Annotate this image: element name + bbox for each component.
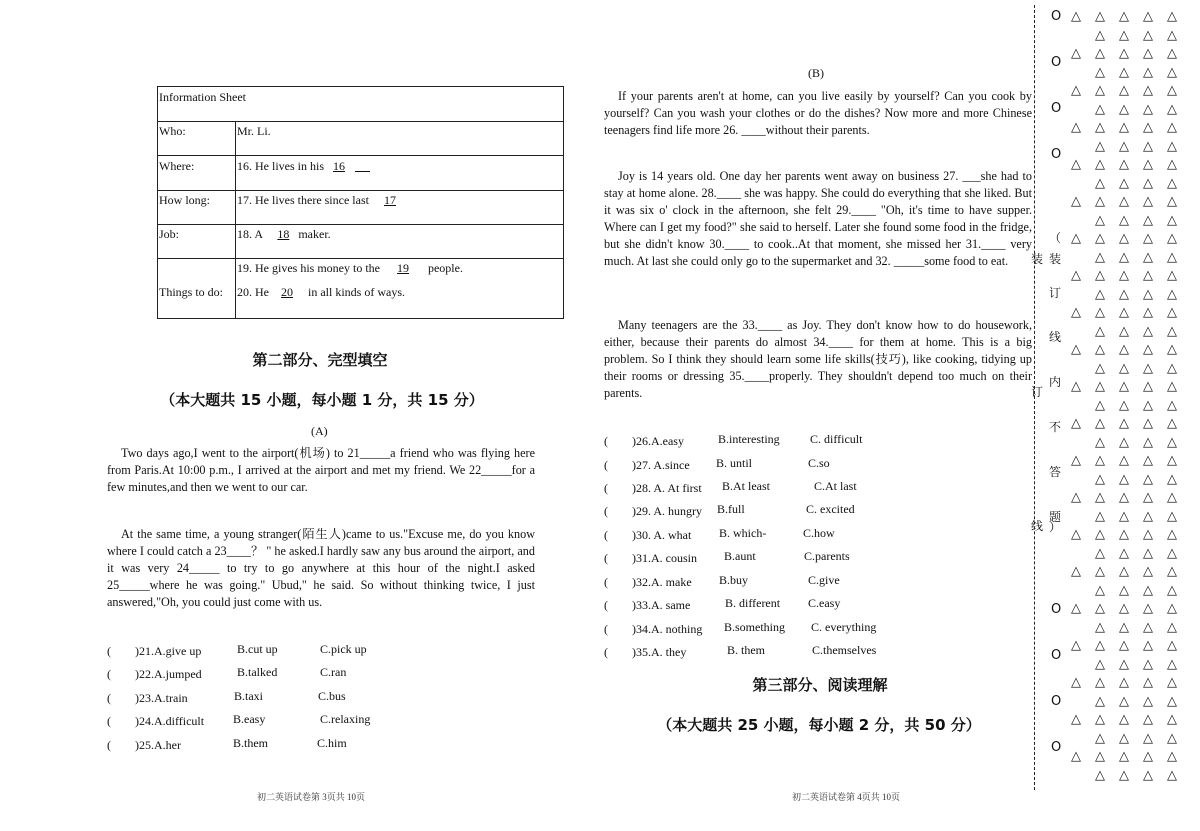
triangle-mark: △ [1119, 249, 1129, 265]
triangle-mark: △ [1071, 749, 1081, 764]
triangle-mark: △ [1095, 638, 1105, 653]
triangle-mark: △ [1071, 194, 1081, 209]
triangle-mark: △ [1119, 675, 1129, 690]
option-q29-c: C. excited [806, 502, 855, 516]
triangle-mark: △ [1095, 582, 1105, 598]
option-q24: ( )24.A.difficult [107, 714, 205, 728]
triangle-mark: △ [1095, 138, 1105, 154]
triangle-mark: △ [1143, 767, 1153, 783]
triangle-mark: △ [1095, 508, 1105, 524]
triangle-mark: △ [1167, 120, 1177, 135]
triangle-mark: △ [1071, 675, 1081, 690]
triangle-mark: △ [1095, 675, 1105, 690]
passage-b-paragraph-1: If your parents aren't at home, can you live easily by yourself? Can you cook by yourself? Can you wash your clothes or do the dishes? Now more and more Chinese teenagers find life more 26. ____without their parents. [604, 89, 1032, 137]
triangle-mark: △ [1119, 397, 1129, 413]
triangle-mark: △ [1167, 46, 1177, 61]
row-content-20: 20. He 20 in all kinds of ways. [237, 285, 405, 299]
triangle-mark: △ [1119, 268, 1129, 283]
triangle-mark: △ [1095, 453, 1105, 468]
triangle-mark: △ [1119, 157, 1129, 172]
section3-subtitle: （本大题共 25 小题，每小题 2 分，共 50 分） [657, 716, 981, 734]
triangle-mark: △ [1119, 638, 1129, 653]
triangle-mark: △ [1167, 194, 1177, 209]
row-label-job: Job: [159, 227, 180, 241]
triangle-mark: △ [1167, 490, 1177, 505]
triangle-mark: △ [1143, 379, 1153, 394]
triangle-mark: △ [1143, 434, 1153, 450]
passage-b-paragraph-3: Many teenagers are the 33.____ as Joy. They don't know how to do housework, either, because their parents do almost 34.____ for them at home. This is a big problem. So I think they should learn some life skills(技巧), like cooking, tidying up their rooms or dressing 35.____properly. They shouldn't depend too much on their parents. [604, 318, 1032, 400]
row-label-who: Who: [159, 124, 186, 138]
triangle-mark: △ [1119, 323, 1129, 339]
triangle-mark: △ [1167, 342, 1177, 357]
triangle-mark: △ [1143, 342, 1153, 357]
blank-20: 20 [281, 285, 293, 299]
triangle-mark: △ [1095, 212, 1105, 228]
triangle-mark: △ [1143, 46, 1153, 61]
triangle-mark: △ [1119, 434, 1129, 450]
triangle-mark: △ [1143, 101, 1153, 117]
triangle-mark: △ [1071, 83, 1081, 98]
section3-title: 第三部分、阅读理解 [752, 676, 888, 694]
triangle-mark: △ [1095, 545, 1105, 561]
triangle-mark: △ [1167, 675, 1177, 690]
option-q23-c: C.bus [318, 689, 346, 703]
option-q23: ( )23.A.train [107, 691, 188, 705]
row-content-job: 18. A 18 maker. [237, 227, 331, 241]
option-q26-b: B.interesting [718, 432, 780, 446]
triangle-mark: △ [1143, 64, 1153, 80]
triangle-mark: △ [1095, 379, 1105, 394]
row-content-who: Mr. Li. [237, 124, 271, 138]
triangle-mark: △ [1167, 508, 1177, 524]
option-q34-b: B.something [724, 620, 786, 634]
triangle-mark: △ [1095, 564, 1105, 579]
triangle-mark: △ [1095, 305, 1105, 320]
option-q27: ( )27. A.since [604, 458, 690, 472]
right-page-footer: 初二英语试卷第 4页共 10页 [792, 792, 901, 802]
triangle-mark: △ [1119, 619, 1129, 635]
triangle-mark: △ [1119, 101, 1129, 117]
triangle-mark: △ [1119, 527, 1129, 542]
outer-char-1: 装 [1031, 252, 1044, 266]
triangle-mark: △ [1071, 638, 1081, 653]
triangle-mark: △ [1071, 453, 1081, 468]
inner-char-5: 内 [1049, 375, 1062, 389]
row-label-things-to-do: Things to do: [159, 285, 224, 299]
triangle-mark: △ [1119, 490, 1129, 505]
option-q22-b: B.talked [237, 665, 278, 679]
triangle-mark: △ [1119, 712, 1129, 727]
info-sheet-title: Information Sheet [159, 90, 246, 104]
triangle-mark: △ [1167, 175, 1177, 191]
triangle-mark: △ [1095, 64, 1105, 80]
triangle-mark: △ [1071, 46, 1081, 61]
triangle-mark: △ [1095, 730, 1105, 746]
triangle-mark: △ [1143, 231, 1153, 246]
triangle-mark: △ [1119, 471, 1129, 487]
option-q35-c: C.themselves [812, 643, 877, 657]
option-q25: ( )25.A.her [107, 738, 181, 752]
triangle-mark: △ [1143, 508, 1153, 524]
triangle-mark: △ [1143, 601, 1153, 616]
option-q34: ( )34.A. nothing [604, 622, 703, 636]
ring-6: O [1051, 648, 1062, 663]
triangle-mark: △ [1143, 582, 1153, 598]
option-q21: ( )21.A.give up [107, 644, 202, 658]
triangle-mark: △ [1167, 323, 1177, 339]
triangle-mark: △ [1167, 64, 1177, 80]
triangle-mark: △ [1167, 212, 1177, 228]
ring-4: O [1051, 147, 1062, 162]
option-q28-c: C.At last [814, 479, 857, 493]
triangle-mark: △ [1143, 453, 1153, 468]
triangle-mark: △ [1095, 490, 1105, 505]
triangle-mark: △ [1143, 27, 1153, 43]
triangle-mark: △ [1095, 249, 1105, 265]
triangle-mark: △ [1095, 619, 1105, 635]
option-q35: ( )35.A. they [604, 645, 687, 659]
triangle-mark: △ [1119, 416, 1129, 431]
outer-char-3: 线 [1031, 519, 1044, 533]
option-q22-c: C.ran [320, 665, 347, 679]
triangle-mark: △ [1119, 379, 1129, 394]
triangle-mark: △ [1119, 693, 1129, 709]
inner-char-8: 题 [1049, 510, 1062, 524]
triangle-mark: △ [1167, 527, 1177, 542]
triangle-mark: △ [1071, 342, 1081, 357]
triangle-mark: △ [1119, 64, 1129, 80]
triangle-mark: △ [1071, 601, 1081, 616]
triangle-mark: △ [1095, 194, 1105, 209]
triangle-mark: △ [1095, 527, 1105, 542]
triangle-mark: △ [1119, 9, 1129, 24]
triangle-mark: △ [1095, 416, 1105, 431]
triangle-mark: △ [1095, 323, 1105, 339]
option-q28-b: B.At least [722, 479, 770, 493]
triangle-mark: △ [1095, 471, 1105, 487]
option-q25-c: C.him [317, 736, 347, 750]
blank-19: 19 [396, 261, 409, 275]
triangle-mark: △ [1119, 138, 1129, 154]
triangle-mark: △ [1119, 564, 1129, 579]
triangle-mark: △ [1119, 27, 1129, 43]
option-q35-b: B. them [727, 643, 765, 657]
triangle-mark: △ [1167, 157, 1177, 172]
triangle-mark: △ [1119, 342, 1129, 357]
triangle-mark: △ [1119, 212, 1129, 228]
triangle-mark: △ [1071, 9, 1081, 24]
section2-title: 第二部分、完型填空 [252, 351, 388, 369]
inner-char-3: 订 [1049, 286, 1062, 300]
option-q29-b: B.full [717, 502, 745, 516]
row-label-where: Where: [159, 159, 195, 173]
triangle-mark: △ [1143, 157, 1153, 172]
option-q33-b: B. different [725, 596, 781, 610]
row-content-how-long: 17. He lives there since last 17 [237, 193, 406, 208]
triangle-mark: △ [1143, 471, 1153, 487]
triangle-mark: △ [1119, 730, 1129, 746]
triangle-mark: △ [1071, 157, 1081, 172]
triangle-mark: △ [1143, 360, 1153, 376]
triangle-mark: △ [1167, 712, 1177, 727]
triangle-mark: △ [1095, 83, 1105, 98]
triangle-mark: △ [1167, 27, 1177, 43]
triangle-mark: △ [1071, 305, 1081, 320]
triangle-mark: △ [1119, 656, 1129, 672]
option-q30-c: C.how [803, 526, 835, 540]
triangle-mark: △ [1095, 749, 1105, 764]
triangle-mark: △ [1095, 175, 1105, 191]
triangle-mark: △ [1095, 601, 1105, 616]
blank-18: 18 [277, 227, 290, 241]
ring-2: O [1051, 55, 1062, 70]
triangle-mark: △ [1095, 693, 1105, 709]
option-q27-b: B. until [716, 456, 753, 470]
triangle-mark: △ [1119, 120, 1129, 135]
left-page-footer: 初二英语试卷第 3页共 10页 [257, 792, 366, 802]
ring-8: O [1051, 740, 1062, 755]
triangle-mark: △ [1143, 545, 1153, 561]
option-q33: ( )33.A. same [604, 598, 691, 612]
triangle-mark: △ [1119, 360, 1129, 376]
option-q21-b: B.cut up [237, 642, 278, 656]
ring-7: O [1051, 694, 1062, 709]
option-q34-c: C. everything [811, 620, 877, 634]
triangle-mark: △ [1143, 9, 1153, 24]
triangle-mark: △ [1143, 83, 1153, 98]
option-q30: ( )30. A. what [604, 528, 692, 542]
triangle-mark: △ [1143, 416, 1153, 431]
information-sheet-table [157, 86, 564, 319]
triangle-mark: △ [1119, 767, 1129, 783]
triangle-mark: △ [1167, 730, 1177, 746]
triangle-mark: △ [1143, 268, 1153, 283]
triangle-mark: △ [1143, 323, 1153, 339]
triangle-mark: △ [1095, 120, 1105, 135]
triangle-mark: △ [1167, 249, 1177, 265]
triangle-mark: △ [1071, 120, 1081, 135]
triangle-mark: △ [1143, 138, 1153, 154]
triangle-mark: △ [1119, 749, 1129, 764]
option-q32: ( )32.A. make [604, 575, 692, 589]
triangle-mark: △ [1071, 268, 1081, 283]
triangle-mark: △ [1143, 120, 1153, 135]
option-q31-b: B.aunt [724, 549, 756, 563]
triangle-mark: △ [1143, 286, 1153, 302]
triangle-mark: △ [1095, 9, 1105, 24]
triangle-mark: △ [1143, 656, 1153, 672]
ring-5: O [1051, 602, 1062, 617]
section2-subtitle: （本大题共 15 小题，每小题 1 分，共 15 分） [160, 391, 484, 409]
inner-char-9: ） [1049, 520, 1062, 534]
option-q31-c: C.parents [804, 549, 850, 563]
triangle-mark: △ [1167, 564, 1177, 579]
option-q33-c: C.easy [808, 596, 841, 610]
triangle-mark: △ [1167, 749, 1177, 764]
option-q24-c: C.relaxing [320, 712, 371, 726]
passage-a-paragraph-1: Two days ago,I went to the airport(机场) to 21_____a friend who was flying here from Paris.At 10:00 p.m., I arrived at the airport and met my friend. We 22_____for a few minutes,and then we went to our car. [107, 446, 535, 494]
triangle-mark: △ [1143, 194, 1153, 209]
triangle-mark: △ [1167, 453, 1177, 468]
triangle-mark: △ [1167, 471, 1177, 487]
option-q23-b: B.taxi [234, 689, 263, 703]
triangle-mark: △ [1167, 545, 1177, 561]
option-q24-b: B.easy [233, 712, 266, 726]
passage-b-paragraph-2: Joy is 14 years old. One day her parents went away on business 27. ___she had to stay at home alone. 28.____ she was happy. She could do everything that she liked. But it was six o' clock in the afternoon, she felt 29.____ "Oh, it's time to have supper. Where can I get my food?" she said to herself. Later she found some food in the fridge, but she didn't know 30.____ to cook..At that moment, she missed her 31.____ very much. At last she could only go to the supermarket and 32. _____some food to eat. [604, 169, 1032, 268]
ring-3: O [1051, 101, 1062, 116]
triangle-mark: △ [1143, 749, 1153, 764]
option-q26: ( )26.A.easy [604, 434, 684, 448]
option-q22: ( )22.A.jumped [107, 667, 202, 681]
triangle-mark: △ [1119, 286, 1129, 302]
row-label-how-long: How long: [159, 193, 210, 207]
triangle-mark: △ [1095, 767, 1105, 783]
triangle-mark: △ [1143, 675, 1153, 690]
option-q26-c: C. difficult [810, 432, 863, 446]
triangle-mark: △ [1167, 83, 1177, 98]
blank-17: 17 [383, 193, 396, 207]
triangle-mark: △ [1167, 767, 1177, 783]
triangle-mark: △ [1143, 249, 1153, 265]
triangle-mark: △ [1143, 712, 1153, 727]
triangle-mark: △ [1167, 693, 1177, 709]
triangle-mark: △ [1143, 305, 1153, 320]
triangle-mark: △ [1167, 286, 1177, 302]
option-q31: ( )31.A. cousin [604, 551, 697, 565]
passage-a-label: (A) [311, 424, 328, 438]
triangle-mark: △ [1167, 379, 1177, 394]
ring-1: O [1051, 9, 1062, 24]
triangle-mark: △ [1095, 712, 1105, 727]
triangle-mark: △ [1167, 638, 1177, 653]
triangle-mark: △ [1143, 175, 1153, 191]
option-q27-c: C.so [808, 456, 830, 470]
option-q29: ( )29. A. hungry [604, 504, 702, 518]
triangle-mark: △ [1095, 342, 1105, 357]
triangle-mark: △ [1167, 656, 1177, 672]
triangle-mark: △ [1143, 397, 1153, 413]
triangle-mark: △ [1119, 305, 1129, 320]
inner-char-4: 线 [1049, 330, 1062, 344]
row-content-19: 19. He gives his money to the 19 people. [237, 261, 463, 275]
triangle-mark: △ [1095, 101, 1105, 117]
triangle-mark: △ [1119, 231, 1129, 246]
triangle-mark: △ [1119, 508, 1129, 524]
triangle-mark: △ [1071, 379, 1081, 394]
triangle-mark: △ [1167, 101, 1177, 117]
triangle-mark: △ [1119, 601, 1129, 616]
triangle-mark: △ [1167, 397, 1177, 413]
triangle-mark: △ [1167, 138, 1177, 154]
triangle-mark: △ [1095, 46, 1105, 61]
triangle-mark: △ [1095, 27, 1105, 43]
passage-a-paragraph-2: At the same time, a young stranger(陌生人)came to us."Excuse me, do you know where I could catch a 23____？ " he asked.I hardly saw any bus around the airport, and it was very 24_____ to try to go anywhere at this hour of the night.I asked 25_____where he was going." Ubud," he said. So without thinking twice, I just answered,"Oh, you could just come with us. [107, 527, 535, 609]
triangle-mark: △ [1119, 194, 1129, 209]
triangle-mark: △ [1143, 730, 1153, 746]
triangle-mark: △ [1095, 268, 1105, 283]
inner-char-2: 装 [1049, 252, 1062, 266]
option-q25-b: B.them [233, 736, 268, 750]
passage-b-label: (B) [808, 66, 824, 80]
triangle-mark: △ [1143, 490, 1153, 505]
option-q30-b: B. which- [719, 526, 767, 540]
outer-char-2: 订 [1031, 385, 1044, 399]
row-content-where: 16. He lives in his 16 [237, 159, 370, 174]
inner-char-7: 答 [1049, 465, 1062, 479]
triangle-mark: △ [1071, 416, 1081, 431]
triangle-mark: △ [1095, 656, 1105, 672]
triangle-mark: △ [1143, 212, 1153, 228]
triangle-mark: △ [1119, 46, 1129, 61]
triangle-mark: △ [1167, 582, 1177, 598]
triangle-mark: △ [1167, 434, 1177, 450]
triangle-mark: △ [1095, 157, 1105, 172]
triangle-mark: △ [1095, 434, 1105, 450]
triangle-mark: △ [1095, 231, 1105, 246]
option-q21-c: C.pick up [320, 642, 367, 656]
triangle-mark: △ [1071, 564, 1081, 579]
triangle-mark: △ [1071, 231, 1081, 246]
triangle-mark: △ [1119, 582, 1129, 598]
triangle-mark: △ [1071, 712, 1081, 727]
option-q32-b: B.buy [719, 573, 749, 587]
triangle-mark: △ [1167, 601, 1177, 616]
triangle-mark: △ [1119, 453, 1129, 468]
triangle-mark: △ [1167, 360, 1177, 376]
triangle-mark: △ [1071, 490, 1081, 505]
triangle-mark: △ [1143, 564, 1153, 579]
blank-16: 16 [333, 159, 345, 173]
triangle-mark: △ [1167, 416, 1177, 431]
triangle-mark: △ [1071, 527, 1081, 542]
option-q32-c: C.give [808, 573, 840, 587]
triangle-mark: △ [1095, 360, 1105, 376]
triangle-mark: △ [1167, 231, 1177, 246]
triangle-mark: △ [1119, 83, 1129, 98]
triangle-mark: △ [1167, 268, 1177, 283]
triangle-mark: △ [1119, 175, 1129, 191]
triangle-mark: △ [1095, 286, 1105, 302]
triangle-mark: △ [1167, 305, 1177, 320]
triangle-mark: △ [1095, 397, 1105, 413]
triangle-mark: △ [1143, 619, 1153, 635]
triangle-mark: △ [1143, 527, 1153, 542]
triangle-mark: △ [1167, 9, 1177, 24]
triangle-mark: △ [1119, 545, 1129, 561]
option-q28: ( )28. A. At first [604, 481, 702, 495]
triangle-mark: △ [1143, 638, 1153, 653]
triangle-mark: △ [1167, 619, 1177, 635]
inner-char-1: （ [1049, 231, 1062, 245]
triangle-mark: △ [1143, 693, 1153, 709]
inner-char-6: 不 [1049, 420, 1062, 434]
